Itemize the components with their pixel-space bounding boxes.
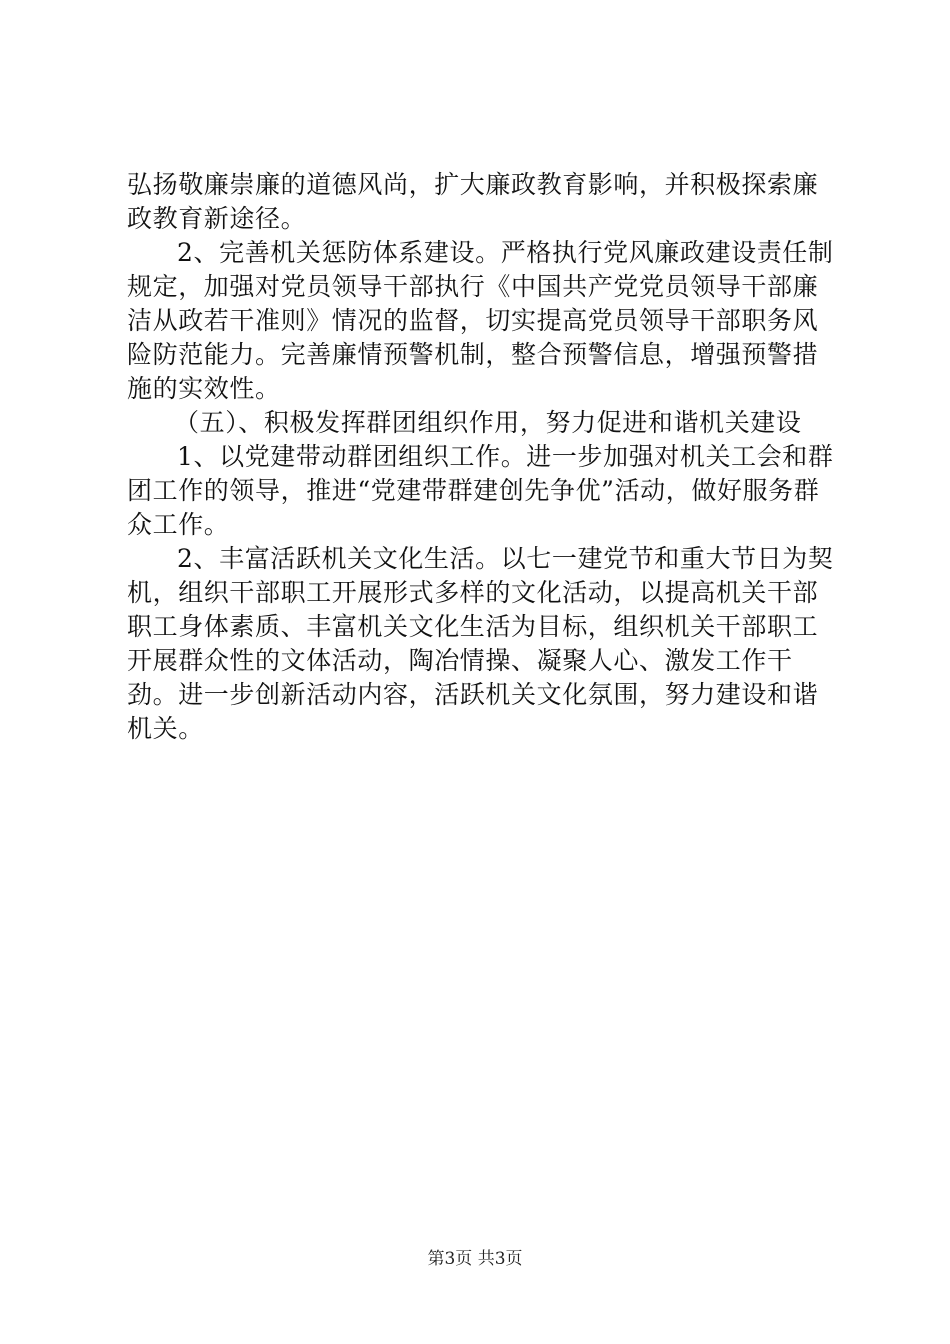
paragraph-continuation: 弘扬敬廉崇廉的道德风尚，扩大廉政教育影响，并积极探索廉政教育新途径。 xyxy=(127,170,819,233)
section-heading-five: （五）、积极发挥群团组织作用，努力促进和谐机关建设 xyxy=(174,408,802,437)
page-number-footer: 第3页 共3页 xyxy=(427,1249,523,1269)
paragraph-item-2-anti-corruption: 2、完善机关惩防体系建设。严格执行党风廉政建设责任制规定，加强对党员领导干部执行《中国共产党党员领导干部廉洁从政若干准则》情况的监督，切实提高党员领导干部职务风险防范能力。完善廉情预警机制，整合预警信息，增强预警措施的实效性。 xyxy=(127,238,834,403)
paragraph-item-1-party-building: 1、以党建带动群团组织工作。进一步加强对机关工会和群团工作的领导，推进“党建带群建创先争优”活动，做好服务群众工作。 xyxy=(127,442,834,539)
paragraph-item-2-culture-life: 2、丰富活跃机关文化生活。以七一建党节和重大节日为契机，组织干部职工开展形式多样的文化活动，以提高机关干部职工身体素质、丰富机关文化生活为目标，组织机关干部职工开展群众性的文体活动，陶冶情操、凝聚人心、激发工作干劲。进一步创新活动内容，活跃机关文化氛围，努力建设和谐机关。 xyxy=(127,544,834,743)
document-body xyxy=(127,168,839,746)
